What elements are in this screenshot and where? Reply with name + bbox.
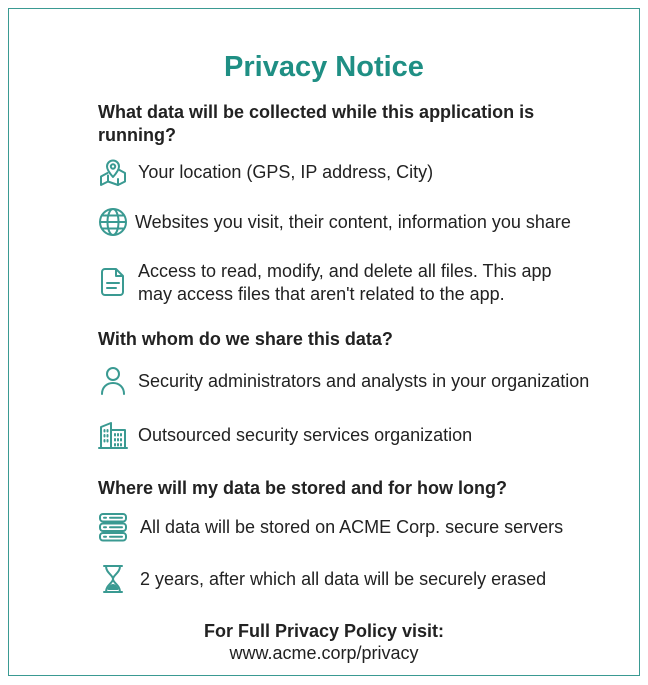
hourglass-icon (97, 563, 129, 595)
privacy-policy-link[interactable]: www.acme.corp/privacy (229, 643, 419, 663)
list-item-files (97, 260, 578, 306)
list-item-location (97, 156, 433, 188)
list-item-websites (97, 206, 571, 238)
map-pin-icon (97, 156, 129, 188)
list-item-retention (97, 563, 546, 595)
page-title: Privacy Notice (224, 51, 424, 83)
section-heading-storage: Where will my data be stored and for how long? (98, 478, 508, 498)
list-item-label: 2 years, after which all data will be securely erased (140, 568, 547, 589)
list-item-outsourced (97, 419, 472, 451)
section-heading-collected: What data will be collected while this application is running? (98, 102, 535, 145)
section-heading-shared: With whom do we share this data? (98, 329, 393, 349)
globe-icon (97, 206, 129, 238)
list-item-servers (97, 511, 563, 543)
list-item-label: Security administrators and analysts in your organization (138, 370, 590, 391)
file-icon (97, 266, 129, 298)
building-icon (97, 419, 129, 451)
list-item-label: Websites you visit, their content, information you share (135, 211, 571, 232)
list-item-label: Access to read, modify, and delete all files. This app may access files that aren't related to the app. (138, 261, 552, 304)
person-icon (97, 365, 129, 397)
server-icon (97, 511, 129, 543)
privacy-notice-panel (8, 8, 640, 676)
list-item-label: Your location (GPS, IP address, City) (138, 161, 434, 182)
list-item-label: Outsourced security services organization (138, 424, 473, 445)
list-item-admins (97, 365, 589, 397)
footer-label: For Full Privacy Policy visit: (203, 621, 445, 641)
list-item-label: All data will be stored on ACME Corp. secure servers (140, 516, 564, 537)
